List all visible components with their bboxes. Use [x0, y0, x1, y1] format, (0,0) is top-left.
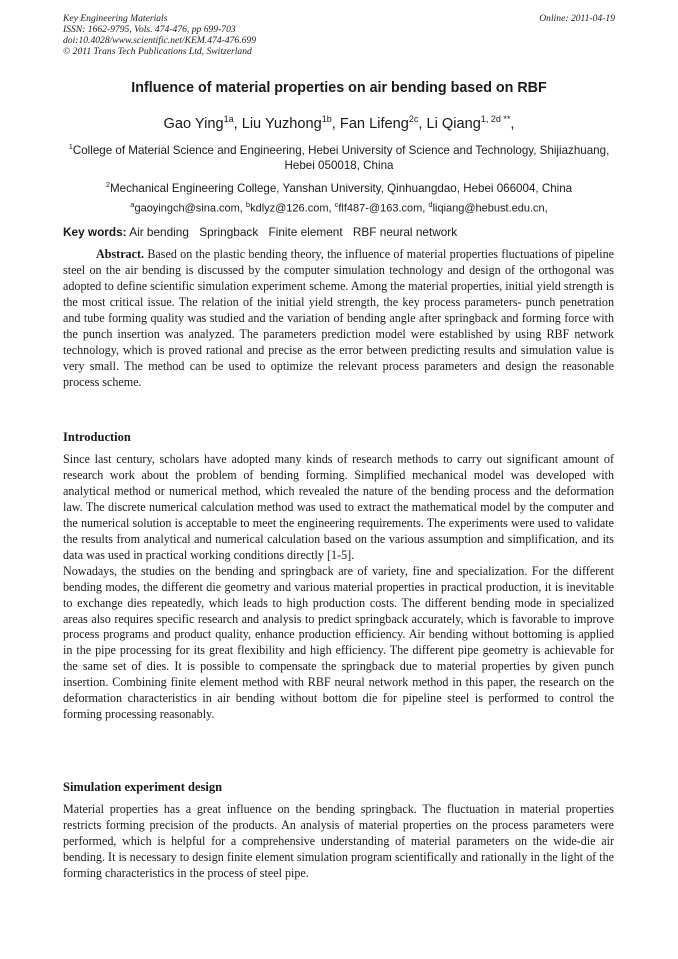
paragraph: Material properties has a great influence on the bending springback. The fluctuation in material properties restricts forming precision of the products. An analysis of material properties on the process parameters were performed, which is helpful for a comprehensive understanding of material parameters on the wide-die air bending. It is necessary to design finite element simulation program scientifically and rationally in the light of the forming characteristics in the process of steel pipe. — [63, 802, 614, 880]
author: Li Qiang$^{1, 2d **}$, — [426, 114, 515, 132]
abstract-label: Abstract. — [96, 247, 145, 261]
author: Fan Lifeng$^{2c}$, — [339, 114, 427, 132]
paragraph: Since last century, scholars have adopted many kinds of research methods to carry out significant amount of research work about the problem of bending forming. Simplified mechanical model was developed with analytical method or numerical method, which revealed the nature of the bending process and the deformation law. The discrete numerical calculation method was used to extract the mathematical model by the computer and the numerical solution is acceptable to meet the engineering requirements. The experiments were used to validate the results from analytical and numerical calculation based on the various assumption and simplification, and its data was used in practical working conditions directly [1-5]. — [63, 452, 614, 562]
email-link[interactable]: liqiang@hebust.edu.cn, — [432, 202, 548, 215]
keyword: Air bending — [129, 225, 189, 239]
simulation-heading: Simulation experiment design — [63, 780, 223, 794]
journal-header — [63, 13, 615, 57]
email-link[interactable]: kdlyz@126.com, — [250, 202, 335, 215]
abstract-text: Based on the plastic bending theory, the influence of material properties fluctuations of pipeline steel on the air bending is discussed by the computer simulation technology and design of the orthogonal was adopted to define scientific simulation experiment scheme. Among the material properties, initial yield strength is the most critical issue. The relation of the initial yield strength, the key process parameters- punch penetration and tube forming quality was studied and the variation of bending angle after springback and forming force with the punch insertion was analyzed. The parameters prediction model were established by using RBF network technology, which is proved rational and precise as the error between predicting results and simulation value is very small. The method can be used to optimize the relevant process parameters and design the reasonable process scheme. — [63, 247, 614, 389]
paragraph: Nowadays, the studies on the bending and springback are of variety, fine and specialization. For the different bending modes, the different die geometry and various material properties in practical production, it is inevitable to exchange dies repeatedly, which leads to high production costs. The different bending mode in specialized areas also requires specific research and analysis to predict springback accurately, which is favorable to improve process programs and product quality, enhance production efficiency. Air bending without bottoming is applied in the pipe processing for its great flexibility and high efficiency. The different pipe geometry is achievable for the same set of dies. It is possible to compensate the springback due to material properties by given punch insertion. Combining finite element method with RBF neural network method in this paper, the research on the deformation characteristics in air bending without bottom die for pipeline steel is performed to control the forming processing reasonably. — [63, 563, 614, 722]
introduction-heading: Introduction — [63, 430, 131, 444]
keyword: Finite element — [268, 225, 343, 239]
online-date: Online: 2011-04-19 — [539, 13, 615, 24]
issn-line: ISSN: 1662-9795, Vols. 474-476, pp 699-703 — [63, 24, 236, 35]
email-link[interactable]: flf487-@163.com, — [338, 202, 429, 215]
author-list — [40, 114, 638, 132]
journal-name: Key Engineering Materials — [63, 13, 168, 24]
email-link[interactable]: gaoyingch@sina.com, — [134, 202, 246, 215]
simulation-section — [63, 802, 614, 882]
keyword: RBF neural network — [352, 225, 458, 239]
author: Gao Ying$^{1a}$, — [163, 114, 242, 132]
keywords-label: Key words: — [63, 225, 127, 239]
doi-line: doi:10.4028/www.scientific.net/KEM.474-476.699 — [63, 35, 257, 46]
affiliation-2: $^2$Mechanical Engineering College, Yanshan University, Qinhuangdao, Hebei 066004, China — [105, 180, 573, 195]
affiliation-1: $^1$College of Material Science and Engineering, Hebei University of Science and Technology, Shijiazhuang, Hebei 050018, China — [68, 142, 610, 173]
author-emails: $^a$gaoyingch@sina.com, $^b$kdlyz@126.com, $^c$flf487-@163.com, $^d$liqiang@hebust.edu.cn, — [130, 200, 548, 215]
keywords — [63, 225, 623, 239]
author: Liu Yuzhong$^{1b}$, — [241, 114, 340, 132]
abstract — [63, 247, 614, 391]
introduction-section — [63, 452, 614, 723]
keyword: Springback — [199, 225, 259, 239]
paper-title: Influence of material properties on air bending based on RBF — [131, 80, 547, 96]
copyright-line: © 2011 Trans Tech Publications Ltd, Switzerland — [63, 46, 252, 57]
